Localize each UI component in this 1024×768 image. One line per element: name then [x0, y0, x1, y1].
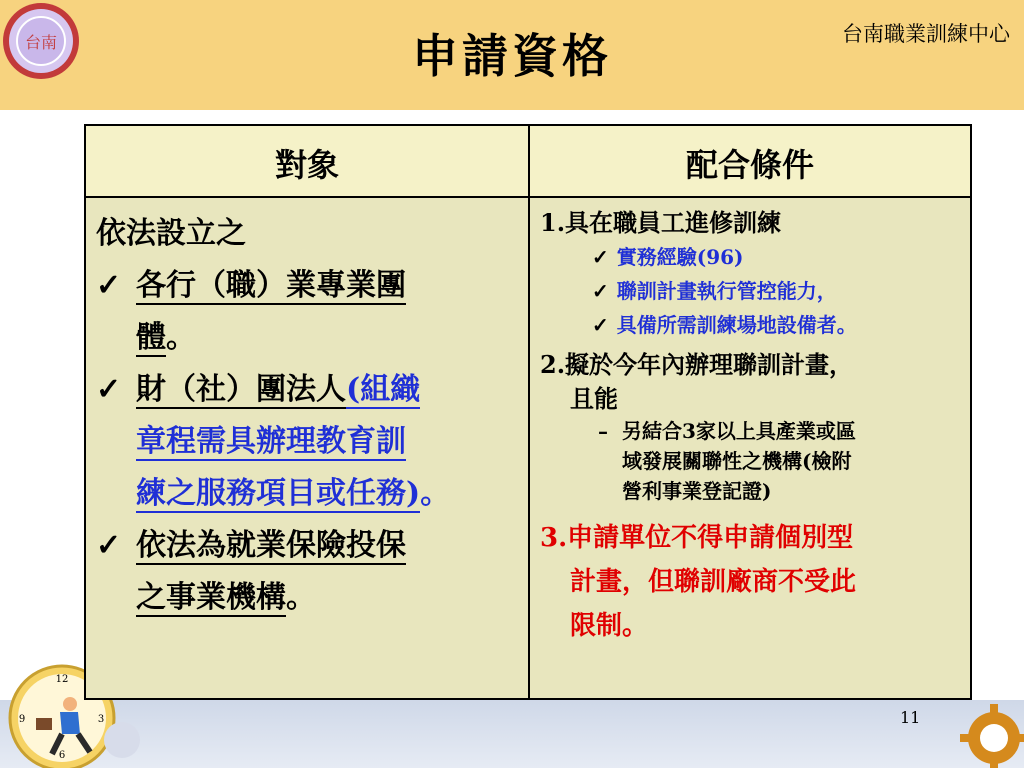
clock-number-3: 3 — [97, 714, 105, 725]
condition-3-line2: 計畫，但聯訓廠商不受此 — [570, 567, 857, 597]
check-icon: ✓ — [592, 313, 609, 337]
condition-2-sub-line2: 域發展關聯性之機構(檢附 — [622, 449, 852, 473]
clock-number-12: 12 — [55, 674, 69, 685]
header-conditions: 配合條件 — [685, 146, 814, 184]
target-item-2 — [96, 364, 526, 520]
dash-icon: – — [598, 419, 608, 443]
target-column — [96, 208, 526, 624]
clock-number-9: 9 — [18, 714, 26, 725]
condition-2-line1: 2.擬於今年內辦理聯訓計畫， — [540, 350, 854, 379]
condition-3-line3: 限制。 — [570, 611, 649, 641]
check-icon: ✓ — [96, 528, 122, 563]
clock-number-6: 6 — [58, 750, 66, 761]
condition-1-sub-3 — [592, 308, 970, 342]
target-intro: 依法設立之 — [96, 216, 246, 251]
target-item-1 — [96, 260, 526, 364]
target-item-3-line1: 依法為就業保險投保 — [136, 528, 406, 563]
target-item-2-note: (組織 — [346, 372, 421, 407]
header-bar — [0, 0, 1024, 110]
punct: 。 — [166, 320, 196, 355]
condition-2-sub-line3: 營利事業登記證) — [622, 479, 772, 503]
org-name: 台南職業訓練中心 — [842, 22, 1010, 46]
check-icon: ✓ — [592, 279, 609, 303]
target-item-2-line2: 章程需具辦理教育訓 — [136, 424, 406, 459]
condition-1: 1.具在職員工進修訓練 — [540, 208, 782, 237]
target-item-3-line2: 之事業機構 — [136, 580, 286, 615]
target-item-2-line3: 練之服務項目或任務) — [136, 476, 421, 511]
header-target: 對象 — [274, 146, 339, 184]
gear-icon — [950, 694, 1024, 768]
target-item-2-line1: 財（社）團法人 — [136, 372, 346, 407]
target-item-1-line1: 各行（職）業專業團 — [136, 268, 406, 303]
slide-number: 11 — [900, 708, 921, 727]
punct: 。 — [286, 580, 316, 615]
check-icon: ✓ — [96, 372, 122, 407]
condition-2-sub — [598, 416, 970, 506]
sub-text: 實務經驗(96) — [616, 245, 744, 269]
condition-1-sub-1 — [592, 240, 970, 274]
target-item-1-line2: 體 — [136, 320, 166, 355]
logo-text: 台南 — [24, 33, 58, 52]
footer-band — [0, 700, 1024, 768]
check-icon: ✓ — [96, 268, 122, 303]
check-icon: ✓ — [592, 245, 609, 269]
sub-text: 具備所需訓練場地設備者。 — [616, 313, 857, 337]
table-divider — [528, 126, 530, 698]
condition-2-line2: 且能 — [570, 384, 618, 413]
conditions-column — [540, 206, 970, 648]
condition-1-sub-2 — [592, 274, 970, 308]
punct: 。 — [420, 476, 451, 511]
target-item-3 — [96, 520, 526, 624]
condition-2-sub-line1: 另結合3家以上具產業或區 — [622, 419, 856, 443]
sub-text: 聯訓計畫執行管控能力， — [616, 279, 837, 303]
condition-3-line1: 3.申請單位不得申請個別型 — [540, 523, 854, 553]
page-title: 申請資格 — [412, 29, 612, 83]
